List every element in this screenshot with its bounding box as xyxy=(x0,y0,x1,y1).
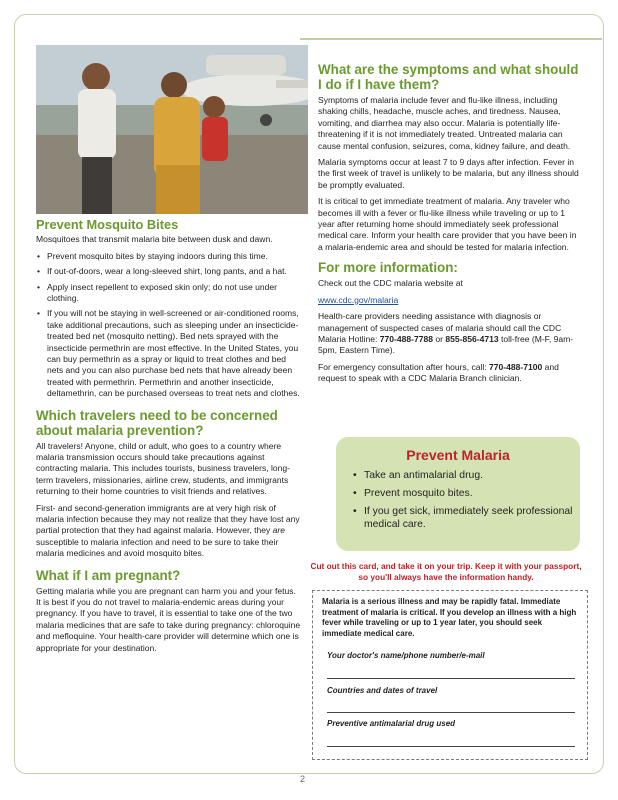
which-travelers-p2-emphasis: are xyxy=(272,525,285,536)
more-info-heading: For more information: xyxy=(318,260,458,276)
list-item: • Prevent mosquito bites. xyxy=(352,487,580,500)
more-info-p1: Check out the CDC malaria website at xyxy=(318,278,463,289)
prevent-malaria-box xyxy=(336,437,580,551)
which-travelers-p2-text: First- and second-generation immigrants are at very high risk of malaria infection because they may not realize that they have lost any partial protection that they had against malaria. However, they xyxy=(36,502,300,536)
symptoms-p2: Malaria symptoms occur at least 7 to 9 days after infection. Fever in the first week of travel is unlikely to be malaria, but any illness should be promptly evaluated. xyxy=(318,157,579,190)
more-info-p3 xyxy=(318,362,582,385)
prevent-mosquito-intro: Mosquitoes that transmit malaria bite between dusk and dawn. xyxy=(36,234,273,245)
list-item: • Take an antimalarial drug. xyxy=(352,469,580,482)
which-travelers-p2-text-end: susceptible to malaria infection and need to be sure to take their malaria medicines and avoid mosquito bites. xyxy=(36,536,279,559)
countries-field-line[interactable] xyxy=(327,712,575,713)
prevent-malaria-list xyxy=(352,469,580,531)
list-item: • If out-of-doors, wear a long-sleeved shirt, long pants, and a hat. xyxy=(36,266,302,277)
left-column xyxy=(36,218,302,654)
page-number: 2 xyxy=(300,774,306,784)
cdc-link-row xyxy=(318,295,582,306)
pregnant-text: Getting malaria while you are pregnant can harm you and your fetus. It is best if you do not travel to malaria-endemic areas during your pregnancy. If you have to travel, it is essential to take one of the two malaria medicines that are safe to take during pregnancy: chloroquine and mefloquine. Your health-care provider will determine which one is appropriate for your destination. xyxy=(36,585,301,653)
hotline-text: Health-care providers needing assistance with diagnosis or management of suspected cases of malaria should call the CDC Malaria Hotline: xyxy=(318,311,562,344)
hotline-or: or xyxy=(433,333,446,344)
countries-field-label: Countries and dates of travel xyxy=(327,686,438,695)
doctor-field-label: Your doctor's name/phone number/e-mail xyxy=(327,651,485,660)
symptoms-p3: It is critical to get immediate treatment of malaria. Any traveler who becomes ill with a fever or flu-like illness while traveling or up to 1 year after returning home should immediately seek professional medical care. Inform your health care provider that you have been in a malaria-endemic area and should be tested for malaria infection. xyxy=(318,196,577,252)
symptoms-heading: What are the symptoms and what should I do if I have them? xyxy=(318,62,579,92)
which-travelers-heading: Which travelers need to be concerned about malaria prevention? xyxy=(36,407,278,438)
which-travelers-p2 xyxy=(36,503,302,560)
card-intro: Malaria is a serious illness and may be rapidly fatal. Immediate treatment of malaria is critical. If you develop an illness with a high fever while traveling or up to 1 year later, you should seek immediate medical care. xyxy=(322,597,577,638)
prevent-mosquito-heading: Prevent Mosquito Bites xyxy=(36,217,179,232)
right-column xyxy=(318,62,582,385)
which-travelers-p1: All travelers! Anyone, child or adult, who goes to a country where malaria transmission occurs should take precautions against contracting malaria. This includes tourists, business travelers, long-term travelers, missionaries, airline crew, students, and immigrants returning to their home countries to visit friends and relatives. xyxy=(36,440,290,497)
emergency-phone: 770-488-7100 xyxy=(489,361,543,372)
cut-out-instruction: Cut out this card, and take it on your trip. Keep it with your passport, so you'll always have the information handy. xyxy=(310,561,582,582)
hotline-phone-2: 855-856-4713 xyxy=(445,333,499,344)
prevent-malaria-title: Prevent Malaria xyxy=(406,447,510,463)
list-item: • If you will not be staying in well-screened or air-conditioned rooms, take additional precautions, such as sleeping under an insecticide-treated bed net (mosquito netting). Bed nets sprayed with the insecticide permethrin are most effective. In the United States, you can buy permethrin as a spray or liquid to treat clothes and bed nets and you can also purchase bed nets that have already been treated with permethrin. Permethrin and another insecticide, deltamethrin, can be purchased overseas to treat nets and clothes. xyxy=(36,308,302,399)
photo-illustration xyxy=(36,45,308,214)
emergency-text: For emergency consultation after hours, call: xyxy=(318,361,490,372)
list-item: • Prevent mosquito bites by staying indoors during this time. xyxy=(36,251,302,262)
drug-field-label: Preventive antimalarial drug used xyxy=(327,719,456,728)
pregnant-heading: What if I am pregnant? xyxy=(36,567,181,583)
travel-family-photo xyxy=(36,45,308,214)
cdc-malaria-link[interactable]: www.cdc.gov/malaria xyxy=(318,294,399,305)
prevent-mosquito-list xyxy=(36,251,302,400)
doctor-field-line[interactable] xyxy=(327,678,575,679)
more-info-p2 xyxy=(318,311,582,357)
symptoms-p1: Symptoms of malaria include fever and flu-like illness, including shaking chills, headache, muscle aches, and tiredness. Nausea, vomiting, and diarrhea may also occur. Malaria is potentially life-threatening if it is not immediately treated. Untreated malaria can cause mental confusion, seizures, coma, kidney failure, and death. xyxy=(318,95,571,151)
list-item: • Apply insect repellent to exposed skin only; do not use under clothing. xyxy=(36,282,302,305)
wallet-card xyxy=(312,590,588,760)
list-item: • If you get sick, immediately seek professional medical care. xyxy=(352,505,580,531)
emergency-text-end: and request to speak with a CDC Malaria Branch clinician. xyxy=(318,361,559,384)
drug-field-line[interactable] xyxy=(327,746,575,747)
hotline-hours: toll-free (M-F, 9am-5pm, Eastern Time). xyxy=(318,333,574,356)
hotline-phone-1: 770-488-7788 xyxy=(379,333,433,344)
top-rule xyxy=(300,38,602,40)
